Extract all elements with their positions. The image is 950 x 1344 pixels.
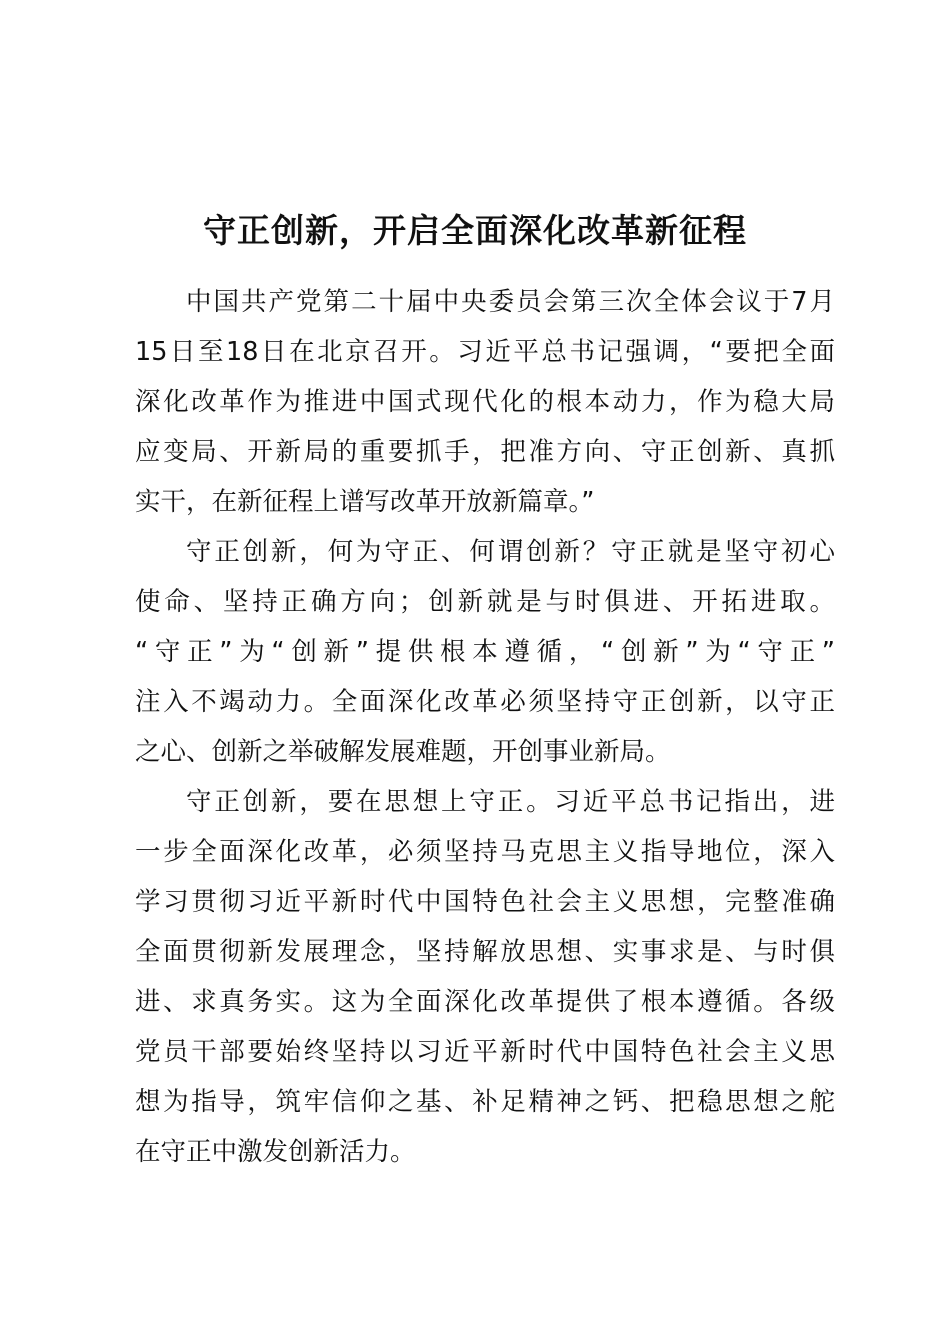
paragraph-line: 想为指导，筑牢信仰之基、补足精神之钙、把稳思想之舵 [135,1087,835,1117]
paragraph-line: “守正”为“创新”提供根本遵循，“创新”为“守正” [135,637,835,667]
paragraph-line: 使命、坚持正确方向；创新就是与时俱进、开拓进取。 [135,587,835,617]
paragraph-line: 15日至18日在北京召开。习近平总书记强调，“要把全面 [135,337,835,367]
paragraph-line: 之心、创新之举破解发展难题，开创事业新局。 [135,737,671,767]
paragraph-2 [135,527,835,777]
paragraph-3 [135,777,835,1177]
paragraph-line: 深化改革作为推进中国式现代化的根本动力，作为稳大局 [135,387,835,417]
paragraph-1 [135,277,835,527]
paragraph-line: 全面贯彻新发展理念，坚持解放思想、实事求是、与时俱 [135,937,835,967]
paragraph-line: 进、求真务实。这为全面深化改革提供了根本遵循。各级 [135,987,835,1017]
document-title: 守正创新，开启全面深化改革新征程 [203,211,747,250]
paragraph-line: 守正创新，何为守正、何谓创新？守正就是坚守初心 [186,537,835,567]
paragraph-line: 守正创新，要在思想上守正。习近平总书记指出，进 [186,787,835,817]
paragraph-line: 中国共产党第二十届中央委员会第三次全体会议于7月 [186,287,835,317]
paragraph-line: 一步全面深化改革，必须坚持马克思主义指导地位，深入 [135,837,835,867]
paragraph-line: 应变局、开新局的重要抓手，把准方向、守正创新、真抓 [135,437,835,467]
paragraph-line: 党员干部要始终坚持以习近平新时代中国特色社会主义思 [135,1037,835,1067]
paragraph-line: 在守正中激发创新活力。 [135,1137,416,1167]
paragraph-line: 注入不竭动力。全面深化改革必须坚持守正创新，以守正 [135,687,835,717]
paragraph-line: 学习贯彻习近平新时代中国特色社会主义思想，完整准确 [135,887,835,917]
paragraph-line: 实干，在新征程上谱写改革开放新篇章。” [135,487,595,517]
